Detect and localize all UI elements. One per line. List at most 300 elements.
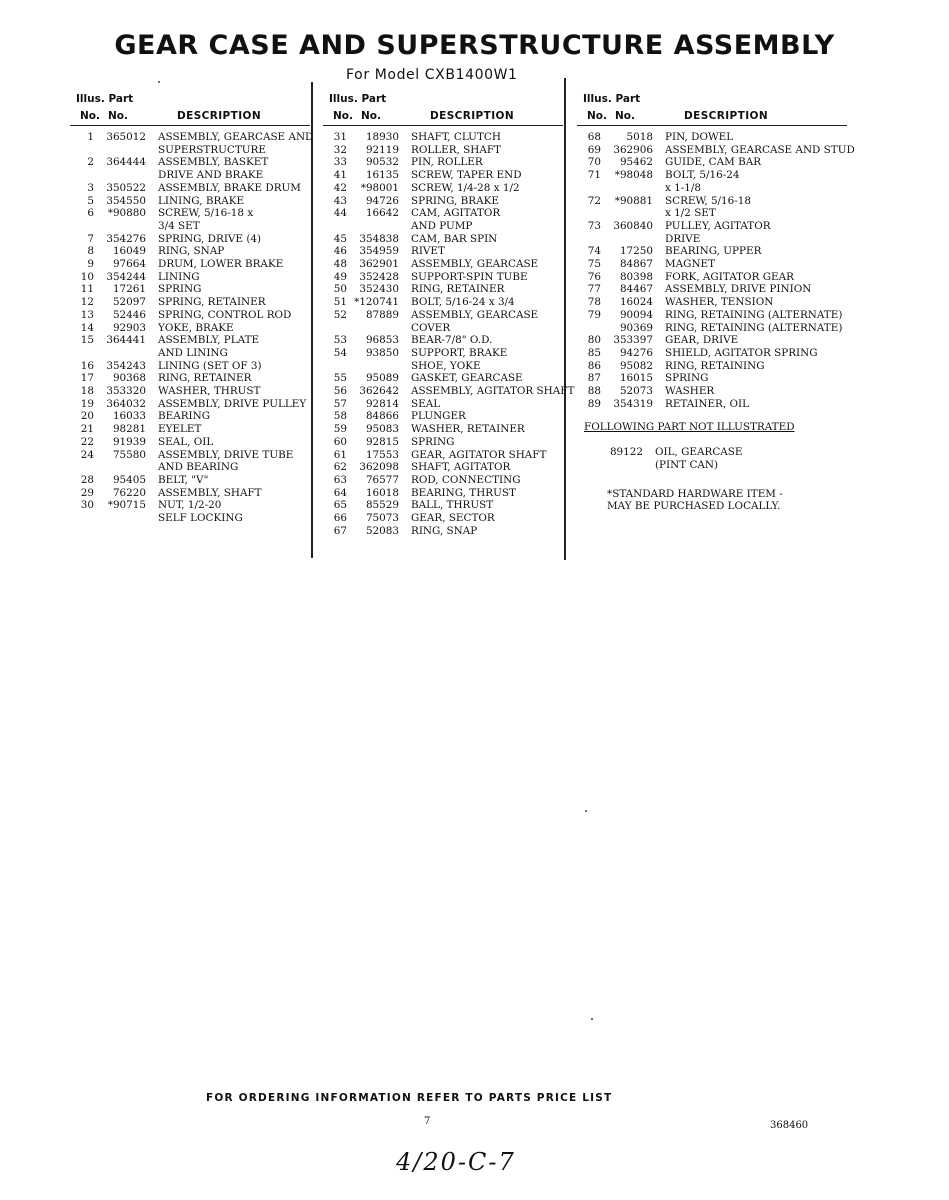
header-description: DESCRIPTION: [430, 110, 515, 122]
part-number: 87889: [365, 308, 399, 321]
part-number: 95462: [619, 156, 653, 169]
page-title: GEAR CASE AND SUPERSTRUCTURE ASSEMBLY: [114, 30, 835, 61]
part-number: 85529: [365, 499, 399, 512]
part-row: [70, 474, 310, 487]
part-row: [323, 182, 563, 195]
part-description: [655, 220, 771, 245]
part-description: [643, 446, 743, 471]
description-line: PIN, DOWEL: [665, 131, 734, 143]
part-row: [323, 449, 563, 462]
not-illustrated-part: [577, 446, 847, 471]
part-number: *90715: [107, 499, 146, 512]
part-number: 16033: [112, 410, 146, 423]
part-row: [70, 296, 310, 309]
part-number: 95083: [365, 423, 399, 436]
illus-number: 85: [587, 346, 601, 359]
part-row: [70, 131, 314, 156]
part-number: 95089: [365, 372, 399, 385]
header-illus-part: Illus. Part: [76, 93, 134, 105]
description-line: SUPPORT-SPIN TUBE: [411, 270, 528, 283]
part-description: [401, 245, 445, 258]
part-number: 90094: [619, 308, 653, 321]
part-description: [148, 499, 243, 524]
part-number: *98048: [614, 169, 653, 182]
notes-section: [577, 421, 847, 513]
part-number: 92815: [365, 435, 399, 448]
description-line: GUIDE, CAM BAR: [665, 156, 762, 169]
header-illus-no: No.: [333, 110, 353, 122]
illus-number: 7: [87, 232, 94, 245]
part-description: [401, 156, 483, 169]
illus-number: 13: [80, 308, 94, 321]
illus-number: 89: [587, 397, 601, 410]
part-description: [655, 144, 855, 157]
header-part-no: No.: [361, 110, 381, 122]
part-row: [323, 436, 563, 449]
part-number: 84866: [365, 410, 399, 423]
part-row: [577, 309, 847, 322]
part-row: [323, 525, 563, 538]
description-line: (PINT CAN): [655, 458, 719, 471]
description-line: GEAR, DRIVE: [665, 334, 739, 347]
part-number: 354959: [359, 245, 399, 258]
part-description: [655, 385, 714, 398]
description-line: BEARING, UPPER: [665, 245, 762, 258]
illus-number: 41: [333, 169, 347, 182]
parts-list: [577, 126, 855, 410]
header-illus-no: No.: [80, 110, 100, 122]
part-row: [323, 347, 563, 372]
part-number: 365012: [106, 131, 146, 143]
illus-number: 49: [333, 270, 347, 283]
description-line: COVER: [411, 321, 451, 334]
part-number: 354838: [359, 232, 399, 245]
part-number: 362901: [359, 258, 399, 271]
description-line: SPRING: [411, 435, 455, 448]
illus-number: 50: [333, 283, 347, 296]
description-line: SHOE, YOKE: [411, 359, 481, 372]
part-description: [401, 525, 477, 538]
description-line: ASSEMBLY, BASKET: [158, 156, 269, 169]
illus-number: 6: [87, 207, 94, 220]
part-description: [655, 271, 794, 284]
description-line: SEAL: [411, 397, 441, 410]
part-number: 75073: [365, 512, 399, 525]
part-row: [323, 512, 563, 525]
scan-speck: [158, 81, 160, 83]
description-line: AND BEARING: [158, 461, 239, 474]
illus-number: 33: [333, 156, 347, 169]
illus-number: [577, 322, 601, 335]
part-description: [401, 461, 510, 474]
part-number: 94276: [619, 346, 653, 359]
part-description: [401, 182, 520, 195]
parts-column-3: [577, 93, 855, 513]
part-description: [148, 156, 268, 181]
part-description: [148, 487, 262, 500]
illus-number: 86: [587, 359, 601, 372]
illus-number: 30: [80, 499, 94, 512]
part-row: [70, 207, 310, 232]
part-description: [401, 487, 516, 500]
part-description: [401, 258, 538, 271]
illus-number: 67: [333, 524, 347, 537]
part-number: *98001: [360, 181, 399, 194]
description-line: ASSEMBLY, BRAKE DRUM: [158, 181, 301, 194]
part-description: [148, 309, 291, 322]
description-line: ASSEMBLY, AGITATOR SHAFT: [411, 385, 575, 398]
part-number: 75580: [112, 448, 146, 461]
description-line: SCREW, TAPER END: [411, 169, 522, 182]
part-description: [401, 144, 501, 157]
description-line: PLUNGER: [411, 410, 466, 423]
part-number: 352428: [359, 270, 399, 283]
part-row: [323, 334, 563, 347]
illus-number: 9: [87, 258, 94, 271]
illus-number: 65: [333, 499, 347, 512]
part-description: [655, 360, 765, 373]
part-description: [148, 258, 283, 271]
part-description: [401, 436, 454, 449]
part-description: [401, 309, 538, 334]
description-line: RING, RETAINER: [411, 283, 505, 296]
part-description: [148, 423, 201, 436]
description-line: SHIELD, AGITATOR SPRING: [665, 346, 818, 359]
part-description: [401, 207, 500, 232]
part-number: 18930: [365, 131, 399, 143]
part-row: [323, 207, 563, 232]
part-number: 92119: [365, 143, 399, 156]
illus-number: 29: [80, 486, 94, 499]
description-line: ASSEMBLY, DRIVE PULLEY: [158, 397, 307, 410]
part-row: [323, 461, 563, 474]
part-row: [323, 271, 563, 284]
column-divider: [564, 78, 566, 560]
part-description: [148, 283, 201, 296]
part-description: [401, 410, 466, 423]
part-description: [655, 283, 811, 296]
handwritten-note: 4/20-C-7: [396, 1148, 516, 1176]
description-line: SHAFT, CLUTCH: [411, 131, 501, 143]
part-row: [70, 258, 310, 271]
description-line: SHAFT, AGITATOR: [411, 461, 511, 474]
part-row: [70, 398, 310, 411]
part-number: 352430: [359, 283, 399, 296]
part-number: 94726: [365, 194, 399, 207]
part-description: [655, 245, 761, 258]
part-description: [401, 271, 528, 284]
description-line: SPRING, CONTROL ROD: [158, 308, 292, 321]
ordering-footer: FOR ORDERING INFORMATION REFER TO PARTS PRICE LIST: [206, 1092, 613, 1104]
description-line: ASSEMBLY, SHAFT: [158, 486, 262, 499]
illus-number: 77: [587, 283, 601, 296]
illus-number: 61: [333, 448, 347, 461]
description-line: AND LINING: [158, 346, 228, 359]
part-row: [577, 195, 847, 220]
part-number: 16135: [365, 169, 399, 182]
description-line: NUT, 1/2-20: [158, 499, 222, 512]
part-description: [655, 372, 708, 385]
illus-number: 63: [333, 473, 347, 486]
part-row: [323, 195, 563, 208]
description-line: BEAR-7/8" O.D.: [411, 334, 493, 347]
part-row: [577, 385, 847, 398]
part-number: 92814: [365, 397, 399, 410]
description-line: PULLEY, AGITATOR: [665, 219, 771, 232]
part-number: 96853: [365, 334, 399, 347]
part-description: [148, 410, 210, 423]
not-illustrated-heading: FOLLOWING PART NOT ILLUSTRATED: [584, 421, 795, 434]
description-line: BEARING, THRUST: [411, 486, 516, 499]
description-line: SPRING, BRAKE: [411, 194, 499, 207]
description-line: ASSEMBLY, GEARCASE: [411, 258, 539, 271]
part-number: 16024: [619, 296, 653, 309]
illus-number: 74: [587, 245, 601, 258]
illus-number: 48: [333, 258, 347, 271]
part-description: [148, 360, 262, 373]
part-number: 362906: [613, 143, 653, 156]
part-number: 92903: [112, 321, 146, 334]
part-number: 76577: [365, 473, 399, 486]
part-description: [148, 207, 253, 232]
part-description: [148, 195, 244, 208]
part-number: 84467: [619, 283, 653, 296]
illus-number: 11: [80, 283, 94, 296]
part-number: *120741: [354, 296, 399, 309]
illus-number: 87: [587, 372, 601, 385]
part-number: 17553: [365, 448, 399, 461]
description-line: LINING: [158, 270, 200, 283]
illus-number: 10: [80, 270, 94, 283]
illus-number: 43: [333, 194, 347, 207]
description-line: RIVET: [411, 245, 445, 258]
part-description: [401, 195, 499, 208]
part-row: [577, 372, 847, 385]
part-description: [148, 474, 208, 487]
part-row: [70, 322, 310, 335]
part-row: [323, 372, 563, 385]
model-subtitle: For Model CXB1400W1: [346, 67, 518, 83]
part-row: [323, 169, 563, 182]
part-row: [70, 245, 310, 258]
description-line: FORK, AGITATOR GEAR: [665, 270, 794, 283]
part-row: [70, 283, 310, 296]
illus-number: 72: [587, 194, 601, 207]
part-row: [577, 334, 847, 347]
part-row: [323, 423, 563, 436]
part-number: 76220: [112, 486, 146, 499]
column-header: [70, 93, 310, 126]
part-row: [70, 449, 310, 474]
description-line: RETAINER, OIL: [665, 397, 750, 410]
part-description: [148, 322, 234, 335]
page-number: 7: [424, 1116, 431, 1127]
part-number: 354550: [106, 194, 146, 207]
parts-column-2: [323, 93, 575, 538]
part-number: 97664: [112, 258, 146, 271]
description-line: DRUM, LOWER BRAKE: [158, 258, 284, 271]
description-line: ASSEMBLY, DRIVE TUBE: [158, 448, 294, 461]
part-number: 350522: [106, 181, 146, 194]
part-row: [70, 195, 310, 208]
illus-number: 60: [333, 435, 347, 448]
part-row: [323, 398, 563, 411]
parts-list: [70, 126, 314, 525]
part-description: [148, 436, 213, 449]
description-line: EYELET: [158, 423, 202, 436]
description-line: SPRING, RETAINER: [158, 296, 266, 309]
description-line: SUPERSTRUCTURE: [158, 143, 266, 156]
part-description: [401, 169, 522, 182]
description-line: GEAR, SECTOR: [411, 512, 495, 525]
part-description: [148, 271, 200, 284]
description-line: DRIVE: [665, 232, 701, 245]
illus-number: 19: [80, 397, 94, 410]
illus-number: 21: [80, 423, 94, 436]
part-row: [323, 296, 563, 309]
description-line: RING, SNAP: [411, 524, 478, 537]
part-row: [70, 360, 310, 373]
part-description: [401, 423, 525, 436]
description-line: GEAR, AGITATOR SHAFT: [411, 448, 547, 461]
illus-number: 64: [333, 486, 347, 499]
illus-number: 15: [80, 334, 94, 347]
part-row: [70, 499, 310, 524]
part-number: 354276: [106, 232, 146, 245]
part-number: 364444: [106, 156, 146, 169]
part-row: [577, 156, 847, 169]
part-number: 52083: [365, 524, 399, 537]
part-description: [655, 258, 715, 271]
part-number: 98281: [112, 423, 146, 436]
part-number: 16049: [112, 245, 146, 258]
description-line: GASKET, GEARCASE: [411, 372, 523, 385]
part-description: [655, 131, 733, 144]
description-line: CAM, AGITATOR: [411, 207, 501, 220]
illus-number: 73: [587, 219, 601, 232]
part-description: [148, 245, 224, 258]
part-row: [323, 233, 563, 246]
part-number: 90369: [619, 321, 653, 334]
illus-number: 51: [333, 296, 347, 309]
part-row: [323, 410, 563, 423]
illus-number: 32: [333, 143, 347, 156]
part-description: [655, 398, 749, 411]
part-description: [401, 499, 493, 512]
illus-number: 22: [80, 435, 94, 448]
part-row: [323, 144, 563, 157]
description-line: BOLT, 5/16-24: [665, 169, 740, 182]
part-row: [323, 499, 563, 512]
description-line: PIN, ROLLER: [411, 156, 483, 169]
illus-number: 62: [333, 461, 347, 474]
parts-column-1: [70, 93, 314, 525]
part-row: [577, 283, 847, 296]
part-row: [577, 398, 847, 411]
column-header: [323, 93, 563, 126]
header-part-no: No.: [615, 110, 635, 122]
parts-list: [323, 126, 575, 538]
header-illus-no: No.: [587, 110, 607, 122]
description-line: SUPPORT, BRAKE: [411, 346, 508, 359]
illus-number: 57: [333, 397, 347, 410]
part-description: [655, 169, 739, 194]
description-line: SCREW, 5/16-18 x: [158, 207, 254, 220]
part-row: [323, 156, 563, 169]
description-line: BEARING: [158, 410, 211, 423]
description-line: ROLLER, SHAFT: [411, 143, 501, 156]
description-line: RING, SNAP: [158, 245, 225, 258]
illus-number: 18: [80, 385, 94, 398]
header-part-no: No.: [108, 110, 128, 122]
part-row: [70, 436, 310, 449]
part-number: 17250: [619, 245, 653, 258]
part-row: [70, 423, 310, 436]
part-row: [70, 156, 310, 181]
part-number: 89122: [609, 446, 643, 459]
illus-number: 55: [333, 372, 347, 385]
part-description: [148, 182, 301, 195]
description-line: LINING (SET OF 3): [158, 359, 262, 372]
illus-number: 76: [587, 270, 601, 283]
description-line: SCREW, 1/4-28 x 1/2: [411, 181, 520, 194]
part-description: [655, 347, 818, 360]
part-number: 354244: [106, 270, 146, 283]
part-row: [323, 283, 563, 296]
description-line: WASHER: [665, 385, 715, 398]
part-number: 95405: [112, 473, 146, 486]
description-line: YOKE, BRAKE: [158, 321, 234, 334]
description-line: OIL, GEARCASE: [655, 446, 743, 459]
part-description: [148, 385, 260, 398]
part-number: 16015: [619, 372, 653, 385]
description-line: BELT, "V": [158, 473, 209, 486]
illus-number: 58: [333, 410, 347, 423]
part-description: [148, 296, 266, 309]
part-row: [323, 474, 563, 487]
part-number: 364032: [106, 397, 146, 410]
part-row: [70, 487, 310, 500]
part-row: [323, 487, 563, 500]
part-description: [148, 334, 259, 359]
illus-number: 52: [333, 308, 347, 321]
part-number: 360840: [613, 219, 653, 232]
illus-number: 71: [587, 169, 601, 182]
part-number: 52073: [619, 385, 653, 398]
illus-number: 12: [80, 296, 94, 309]
description-line: AND PUMP: [411, 219, 473, 232]
part-description: [655, 296, 773, 309]
part-description: [148, 372, 251, 385]
illus-number: 88: [587, 385, 601, 398]
part-description: [655, 322, 842, 335]
part-row: [577, 258, 847, 271]
description-line: WASHER, THRUST: [158, 385, 261, 398]
part-row: [70, 182, 310, 195]
part-description: [148, 131, 313, 156]
illus-number: 42: [333, 181, 347, 194]
part-number: 16018: [365, 486, 399, 499]
part-number: 95082: [619, 359, 653, 372]
part-row: [323, 245, 563, 258]
part-number: 90368: [112, 372, 146, 385]
description-line: WASHER, TENSION: [665, 296, 774, 309]
description-line: SEAL, OIL: [158, 435, 214, 448]
part-number: 84867: [619, 258, 653, 271]
part-row: [323, 309, 563, 334]
part-description: [401, 233, 497, 246]
illus-number: 16: [80, 359, 94, 372]
